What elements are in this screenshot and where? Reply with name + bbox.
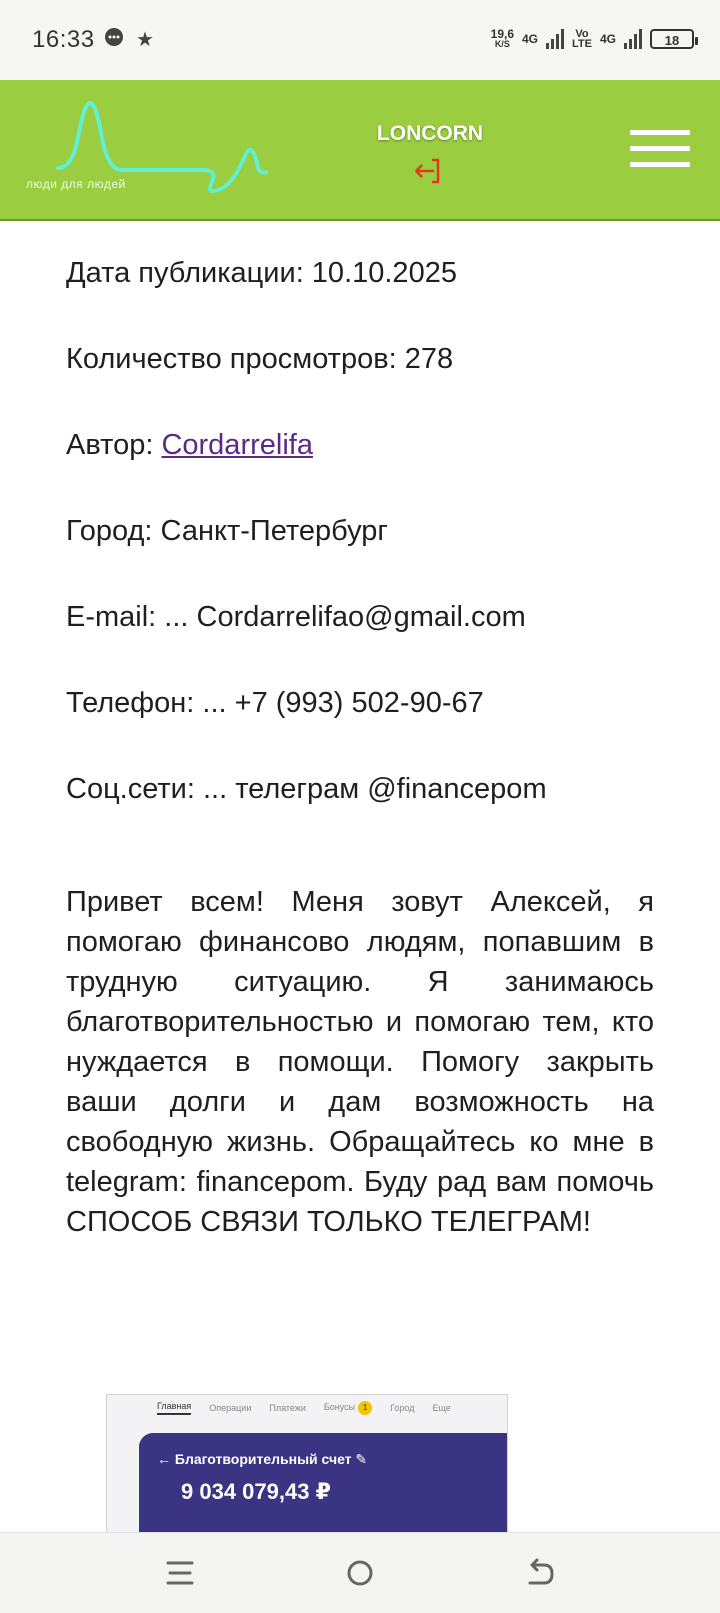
- net-speed: 19,6 K/S: [490, 27, 514, 49]
- status-time: 16:33: [32, 26, 95, 53]
- bonus-badge: 1: [358, 1401, 372, 1415]
- author-label: Автор:: [66, 429, 162, 461]
- star-icon: ★: [136, 29, 154, 51]
- embedded-card-amount: 9 034 079,43 ₽: [181, 1479, 331, 1504]
- volte-label: Vo LTE: [572, 28, 592, 50]
- email-row: E-mail: ... Cordarrelifao@gmail.com: [66, 601, 526, 633]
- embedded-tab: Город: [390, 1403, 415, 1413]
- city-row: Город: Санкт-Петербург: [66, 515, 388, 547]
- embedded-tab: Еще: [432, 1403, 451, 1413]
- author-link[interactable]: Cordarrelifa: [161, 429, 313, 461]
- logo-text: люди для людей: [26, 177, 126, 191]
- social-row: Соц.сети: ... телеграм @financepom: [66, 773, 547, 805]
- signal-icon: [546, 29, 564, 49]
- status-bar: [0, 0, 720, 80]
- system-nav-bar: [0, 1532, 720, 1613]
- publication-info: [66, 256, 666, 858]
- embedded-tab: Платежи: [269, 1403, 306, 1413]
- embedded-account-card: [139, 1433, 508, 1536]
- embedded-bank-screenshot[interactable]: [106, 1394, 508, 1536]
- post-description: Привет всем! Меня зовут Алексей, я помогаю финансово людям, попавшим в трудную ситуацию. Я занимаюсь благотворительностью и помогаю тем, кто нуждается в помощи. Помогу закрыть ваши долги и дам возможность на свободную жизнь. Обращайтесь ко мне в telegram: financepom. Буду рад вам помочь СПОСОБ СВЯЗИ ТОЛЬКО ТЕЛЕГРАМ!: [66, 886, 654, 1238]
- network-4g-label-2: 4G: [599, 32, 616, 46]
- status-indicators: [491, 22, 694, 56]
- hamburger-menu-icon[interactable]: [630, 130, 690, 170]
- chat-bubble-icon: [104, 27, 124, 53]
- battery-icon: 18: [650, 29, 694, 49]
- logout-icon[interactable]: [410, 156, 444, 186]
- view-count: Количество просмотров: 278: [66, 343, 454, 375]
- embedded-tabs: [107, 1395, 507, 1421]
- site-header: [0, 80, 720, 221]
- author-row: [66, 428, 666, 514]
- signal-icon-2: [624, 29, 642, 49]
- embedded-card-title: ← Благотворительный счет ✎: [157, 1451, 368, 1467]
- embedded-tab: Операции: [209, 1403, 252, 1413]
- embedded-tab: Главная: [157, 1401, 191, 1415]
- back-icon[interactable]: [520, 1555, 560, 1591]
- phone-row: Телефон: ... +7 (993) 502-90-67: [66, 687, 484, 719]
- site-name[interactable]: LONCORN: [376, 122, 484, 145]
- publication-date: Дата публикации: 10.10.2025: [66, 257, 457, 289]
- home-icon[interactable]: [340, 1555, 380, 1591]
- menu-icon[interactable]: [160, 1555, 200, 1591]
- network-4g-label: 4G: [522, 32, 539, 46]
- embedded-tab: Бонусы 1: [324, 1401, 372, 1415]
